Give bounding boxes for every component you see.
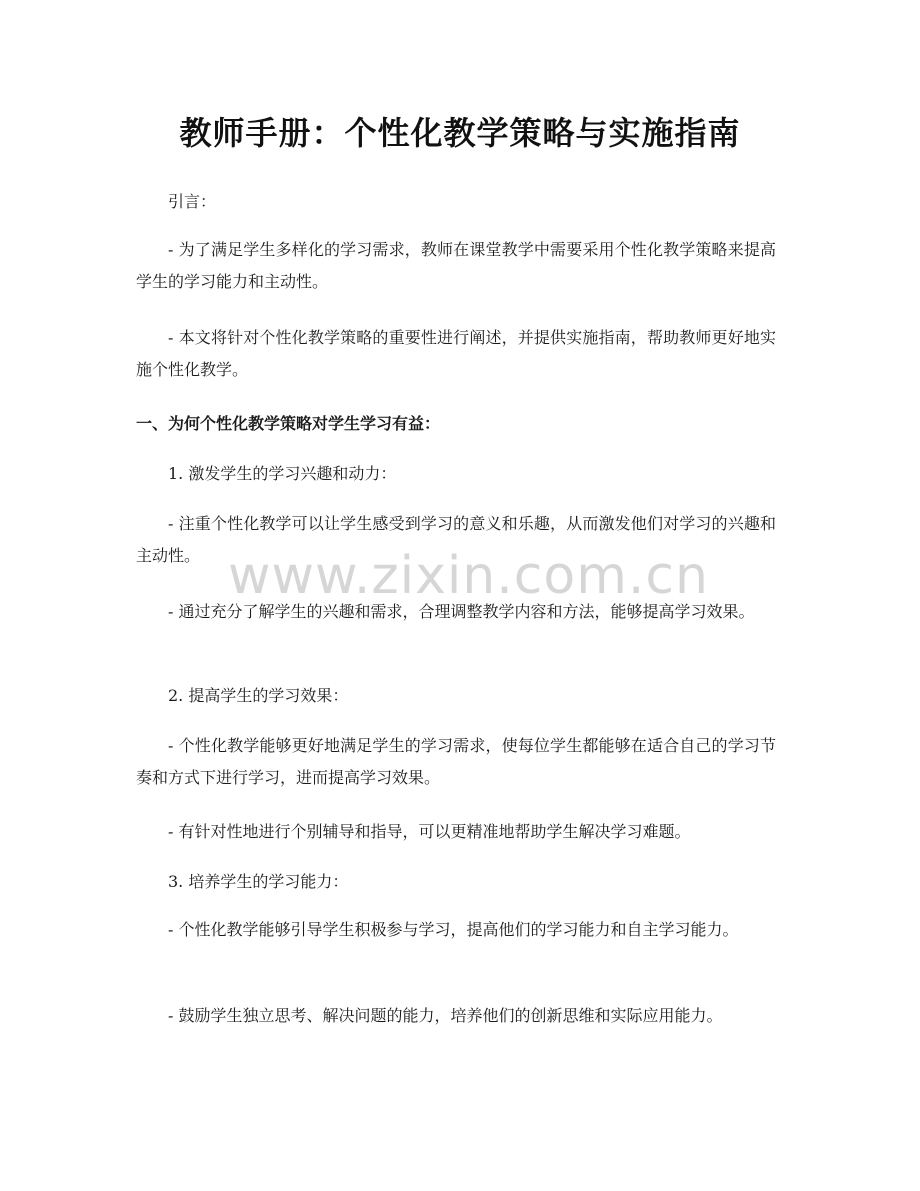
item-1-paragraph-1: - 注重个性化教学可以让学生感受到学习的意义和乐趣，从而激发他们对学习的兴趣和主动性。: [136, 514, 776, 565]
item-2-paragraph-2: - 有针对性地进行个别辅导和指导，可以更精准地帮助学生解决学习难题。: [168, 822, 691, 841]
item-1-title: 1. 激发学生的学习兴趣和动力：: [168, 464, 397, 483]
intro-label: 引言：: [168, 192, 217, 211]
document-title: 教师手册：个性化教学策略与实施指南: [179, 114, 741, 152]
item-2-title: 2. 提高学生的学习效果：: [168, 686, 349, 705]
item-3-paragraph-2: - 鼓励学生独立思考、解决问题的能力，培养他们的创新思维和实际应用能力。: [168, 1006, 723, 1025]
intro-paragraph-2: - 本文将针对个性化教学策略的重要性进行阐述，并提供实施指南，帮助教师更好地实施个性化教学。: [136, 328, 776, 379]
section-1-heading: 一、为何个性化教学策略对学生学习有益：: [136, 414, 441, 433]
watermark: www.zixin.com.cn: [228, 546, 709, 606]
item-3-paragraph-1: - 个性化教学能够引导学生积极参与学习，提高他们的学习能力和自主学习能力。: [168, 920, 739, 939]
item-3-title: 3. 培养学生的学习能力：: [168, 872, 349, 891]
item-2-paragraph-1: - 个性化教学能够更好地满足学生的学习需求，使每位学生都能够在适合自己的学习节奏和方式下进行学习，进而提高学习效果。: [136, 736, 776, 787]
intro-paragraph-1: - 为了满足学生多样化的学习需求，教师在课堂教学中需要采用个性化教学策略来提高学生的学习能力和主动性。: [136, 240, 776, 291]
item-1-paragraph-2: - 通过充分了解学生的兴趣和需求，合理调整教学内容和方法，能够提高学习效果。: [168, 602, 755, 621]
